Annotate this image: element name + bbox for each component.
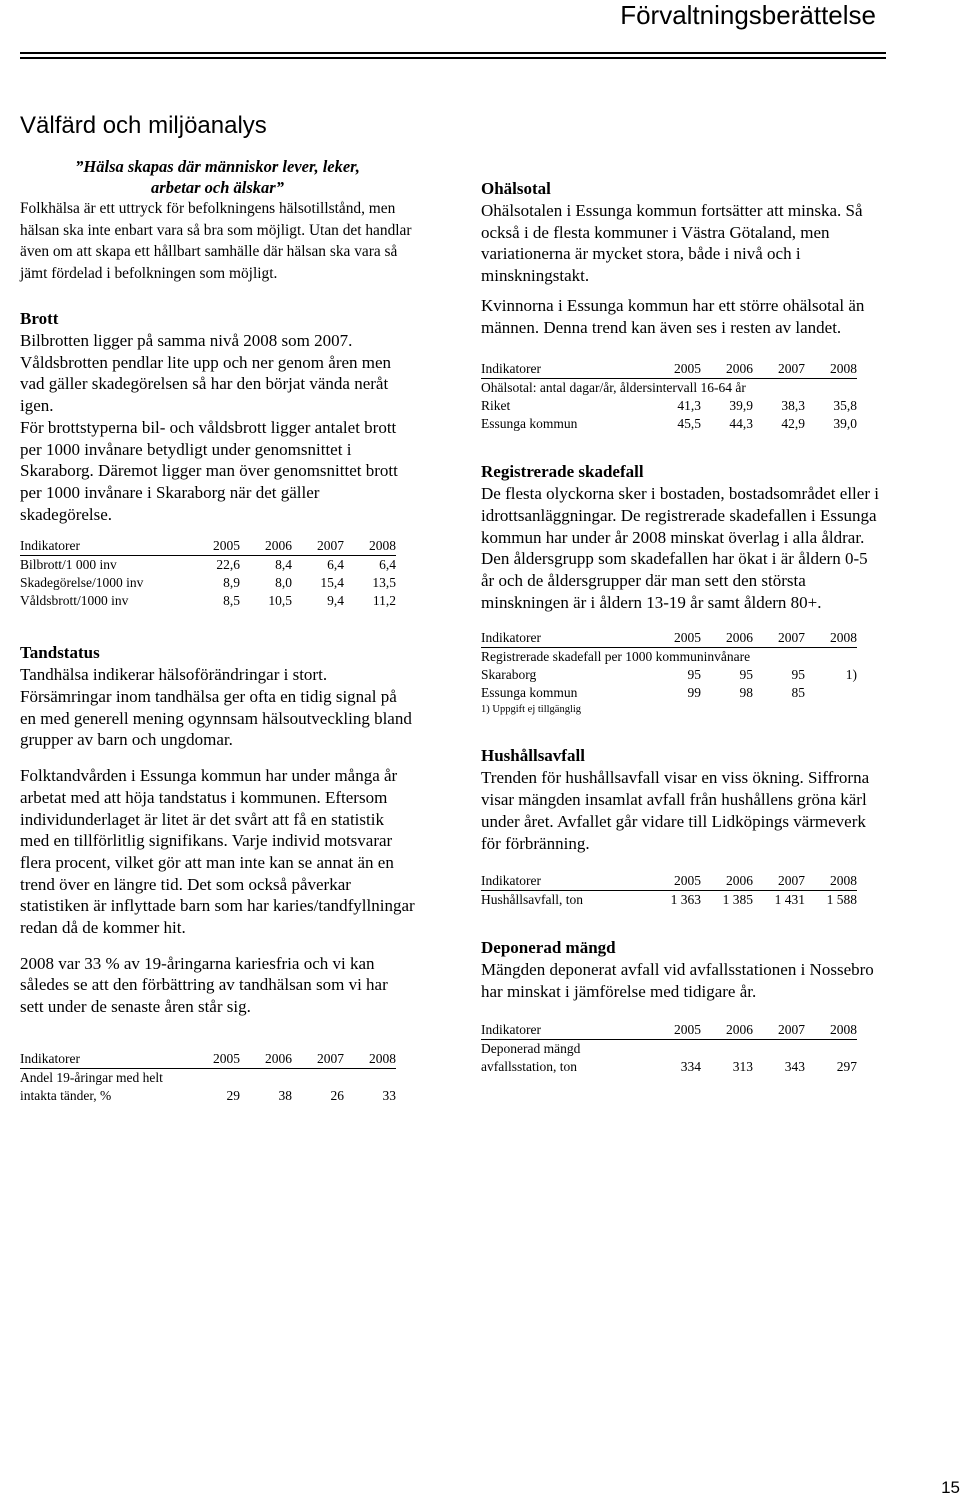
table-row: Essunga kommun 99 98 85 <box>481 685 805 701</box>
avfall-paragraph: Trenden för hushållsavfall visar en viss ökning. Siffrorna visar mängden insamlat avfall från hushållens gröna kärl under året. Avfallet går vidare till Lidköpings värmeverk för förbränning. <box>481 768 870 853</box>
header-rule-bottom <box>20 57 886 59</box>
tandstatus-heading: Tandstatus <box>20 643 100 663</box>
table-header: Indikatorer 2005 2006 2007 2008 <box>20 1050 396 1069</box>
right-column <box>481 178 881 1096</box>
tandstatus-paragraph-3: 2008 var 33 % av 19-åringarna kariesfria och vi kan således se att den förbättring av tandhälsan som vi har sett under de senaste åren står sig. <box>20 953 388 1017</box>
page-number: 15 <box>941 1478 960 1497</box>
tandstatus-paragraph-2: Folktandvården i Essunga kommun har under många år arbetat med att höja tandstatus i kommunen. Eftersom individunderlaget är litet är det svårt att få en statistik med en tillförlitlig signifikans. Varje individ motsvarar flera procent, vilket gör att man inte kan se annat än en trend över en längre tid. Det som också påverkar statistiken är inflyttade barn som har karies/tandfyllningar redan då de kommer hit. <box>20 766 415 938</box>
table-subtitle: Registrerade skadefall per 1000 kommuninvånare <box>481 649 751 665</box>
ohalsotal-paragraph-1: Ohälsotalen i Essunga kommun fortsätter att minska. Så också i de flesta kommuner i Västra Götaland, men variationerna är mycket stora, både i nivå och i minskningstakt. <box>481 201 863 286</box>
table-row: Bilbrott/1 000 inv 22,6 8,4 6,4 6,4 <box>20 557 396 573</box>
ohalsotal-heading: Ohälsotal <box>481 179 551 198</box>
running-header: Förvaltningsberättelse <box>620 0 876 30</box>
table-row: Deponerad mängd <box>481 1040 581 1056</box>
brott-paragraph: Bilbrotten ligger på samma nivå 2008 som 2007. Våldsbrotten pendlar lite upp och ner genom åren men vad gäller skadegörelsen så har den börjat vända neråt igen. För brottstyperna bil- och våldsbrott ligger antalet brott per 1000 invånare betydligt under genomsnittet i Skaraborg. Däremot ligger man över genomsnittet brott per 1000 invånare i Skaraborg när det gäller skadegörelse. <box>20 331 398 524</box>
tandstatus-paragraph-1: Tandhälsa indikerar hälsoförändringar i stort. Försämringar inom tandhälsa ger ofta en tidig signal på en med generell mening ogynnsam hälsoutveckling bland grupper av barn och ungdomar. <box>20 665 412 750</box>
table-row: Skaraborg 95 95 95 1) <box>481 667 857 683</box>
table-header: Indikatorer 2005 2006 2007 2008 <box>481 360 857 379</box>
left-column <box>20 156 415 1125</box>
deponerad-heading: Deponerad mängd <box>481 938 616 958</box>
page-title: Välfärd och miljöanalys <box>20 112 267 139</box>
table-subtitle: Ohälsotal: antal dagar/år, åldersintervall 16-64 år <box>481 380 746 396</box>
table-row: Andel 19-åringar med helt <box>20 1069 163 1085</box>
skadefall-paragraph: De flesta olyckorna sker i bostaden, bostadsområdet eller i idrottsanläggningar. De registrerade skadefallen i Essunga kommun har under år 2008 minskat överlag i alla åldrar. Den åldersgrupp som skadefallen har ökat i är åldern 0-5 år och de åldersgrupper där man sett den största minskningen är i åldern 13-19 år samt åldern 80+. <box>481 484 879 612</box>
table-row: Hushållsavfall, ton 1 363 1 385 1 431 1 588 <box>481 892 857 908</box>
ohalsotal-paragraph-2: Kvinnorna i Essunga kommun har ett större ohälsotal än männen. Denna trend kan även ses i resten av landet. <box>481 295 865 337</box>
table-footnote: 1) Uppgift ej tillgänglig <box>481 704 582 716</box>
table-row: intakta tänder, % 29 38 26 33 <box>20 1087 396 1103</box>
ohalsotal-table <box>481 360 857 433</box>
deponerad-paragraph: Mängden deponerat avfall vid avfallsstationen i Nossebro har minskat i jämförelse med tidigare år. <box>481 960 874 1001</box>
skadefall-heading: Registrerade skadefall <box>481 462 644 482</box>
table-header: Indikatorer 2005 2006 2007 2008 <box>20 537 396 556</box>
table-header: Indikatorer 2005 2006 2007 2008 <box>481 629 857 648</box>
deponerad-table <box>481 1021 857 1076</box>
avfall-heading: Hushållsavfall <box>481 746 585 766</box>
table-header: Indikatorer 2005 2006 2007 2008 <box>481 872 857 891</box>
skadefall-table <box>481 629 857 717</box>
table-header: Indikatorer 2005 2006 2007 2008 <box>481 1021 857 1040</box>
brott-table <box>20 537 396 610</box>
table-row: Våldsbrott/1000 inv 8,5 10,5 9,4 11,2 <box>20 593 396 609</box>
header-rule-top <box>20 52 886 54</box>
quote-line-1: ”Hälsa skapas där människor lever, leker, <box>75 157 360 176</box>
intro-paragraph: Folkhälsa är ett uttryck för befolkningens hälsotillstånd, men hälsan ska inte enbart vara så bra som möjligt. Utan det handlar även om att skapa ett hållbart samhälle där hälsan ska vara så jämt fördelad i befolkningen som möjligt. <box>20 200 412 282</box>
table-row: avfallsstation, ton 334 313 343 297 <box>481 1058 857 1074</box>
table-row: Skadegörelse/1000 inv 8,9 8,0 15,4 13,5 <box>20 575 396 591</box>
tandstatus-table <box>20 1050 396 1105</box>
table-row: Essunga kommun 45,5 44,3 42,9 39,0 <box>481 416 857 432</box>
table-row: Riket 41,3 39,9 38,3 35,8 <box>481 398 857 414</box>
brott-heading: Brott <box>20 309 59 328</box>
quote-line-2: arbetar och älskar” <box>151 178 284 197</box>
avfall-table <box>481 872 857 909</box>
